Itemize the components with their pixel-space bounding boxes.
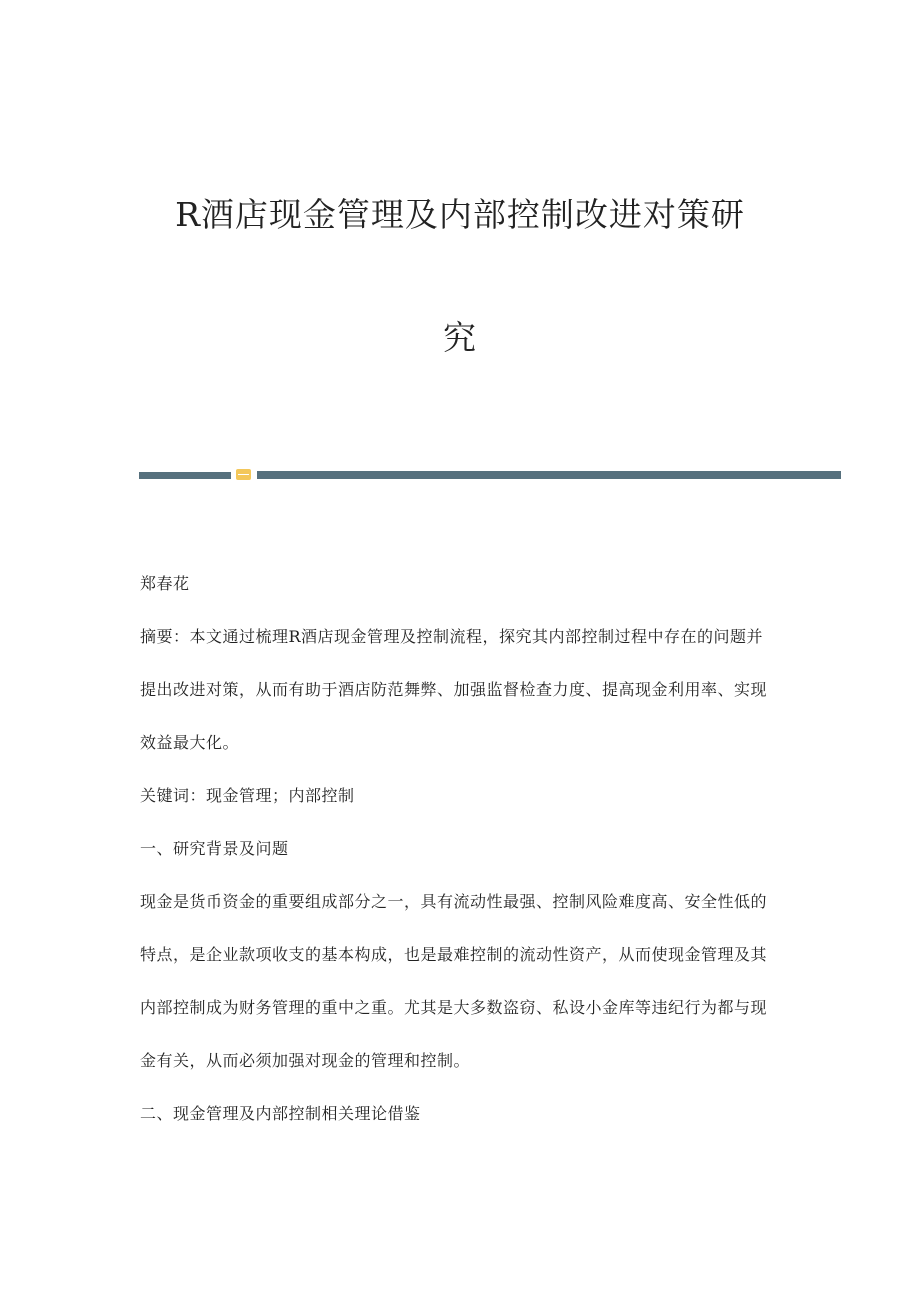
- abstract-paragraph: 摘要：本文通过梳理R酒店现金管理及控制流程，探究其内部控制过程中存在的问题并提出改进对策，从而有助于酒店防范舞弊、加强监督检查力度、提高现金利用率、实现效益最大化。: [140, 627, 768, 752]
- divider-ornament-icon: [236, 469, 251, 480]
- title-divider: [139, 468, 841, 482]
- document-title-line-1: R酒店现金管理及内部控制改进对策研: [175, 195, 745, 234]
- document-title-line-2: 究: [443, 318, 477, 357]
- divider-bar-right: [257, 471, 841, 479]
- divider-bar-left: [139, 472, 231, 479]
- author-name: 郑春花: [140, 574, 190, 593]
- keywords-line: 关键词：现金管理；内部控制: [140, 786, 355, 805]
- section-1-body: 现金是货币资金的重要组成部分之一，具有流动性最强、控制风险难度高、安全性低的特点，是企业款项收支的基本构成，也是最难控制的流动性资产，从而使现金管理及其内部控制成为财务管理的重中之重。尤其是大多数盗窃、私设小金库等违纪行为都与现金有关，从而必须加强对现金的管理和控制。: [140, 892, 768, 1070]
- section-heading-1: 一、研究背景及问题: [140, 839, 289, 858]
- section-heading-2: 二、现金管理及内部控制相关理论借鉴: [140, 1104, 421, 1123]
